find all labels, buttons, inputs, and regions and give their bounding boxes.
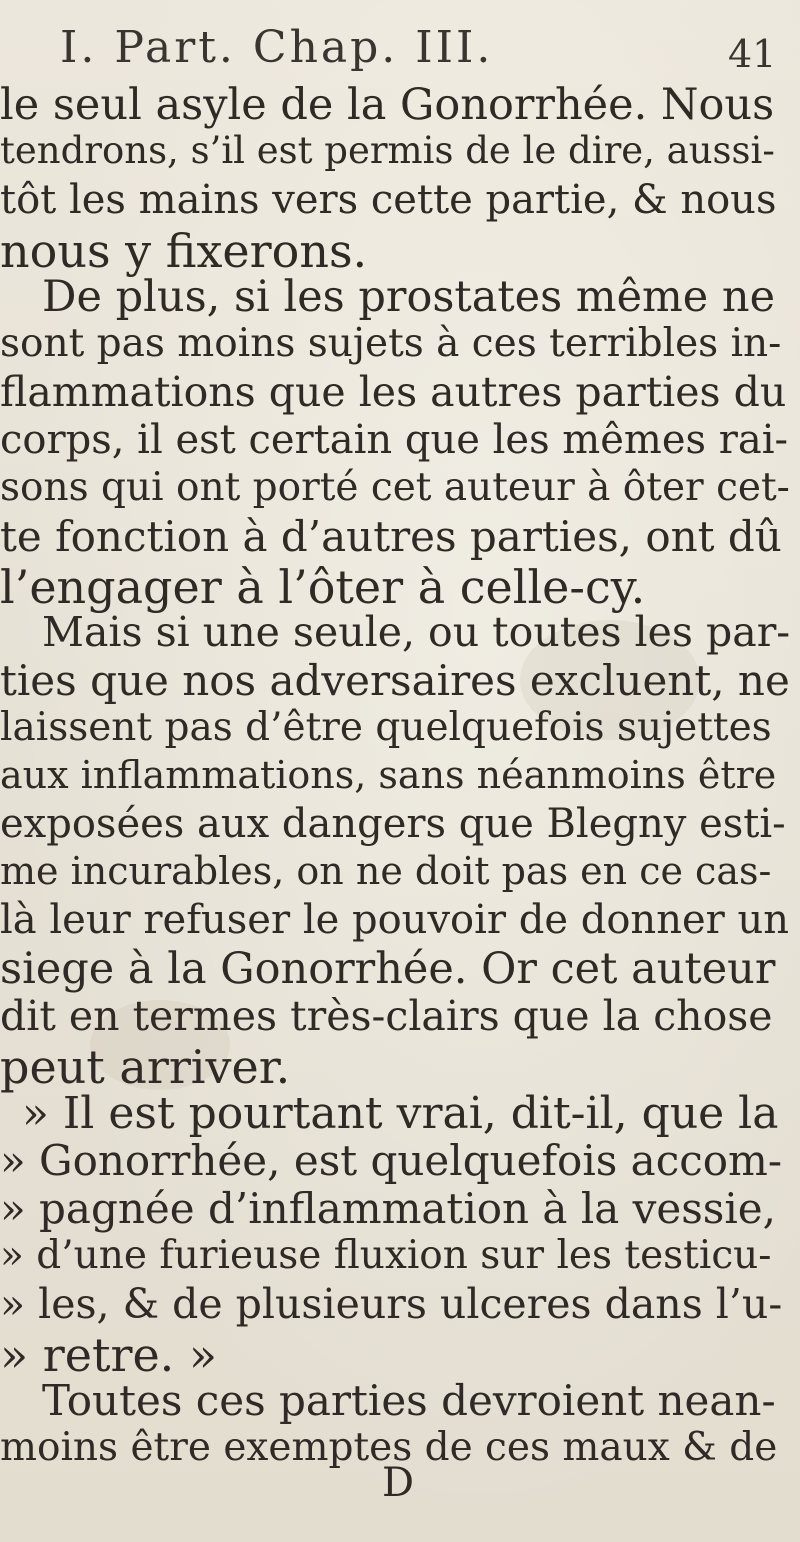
running-header [0, 22, 800, 82]
text-line: flammations que les autres parties du [0, 368, 787, 416]
text-line: » Gonorrhée, est quelquefois accom- [0, 1136, 783, 1185]
text-line: De plus, si les prostates même ne [42, 272, 776, 322]
text-line: sont pas moins sujets à ces terribles in- [0, 321, 782, 366]
page-number: 41 [728, 32, 777, 76]
text-line: siege à la Gonorrhée. Or cet auteur [0, 944, 776, 994]
text-line: » Il est pourtant vrai, dit-il, que la [22, 1088, 779, 1139]
text-line: nous y fixerons. [0, 224, 368, 278]
text-line: ties que nos adversaires excluent, ne [0, 656, 790, 705]
text-line: exposées aux dangers que Blegny esti- [0, 801, 786, 847]
text-line: » retre. » [0, 1328, 218, 1382]
text-line: te fonction à d’autres parties, ont dû [0, 512, 782, 561]
text-line: dit en termes très-clairs que la chose [0, 992, 773, 1040]
text-line: tendrons, s’il est permis de le dire, aussi- [0, 129, 775, 172]
text-line: laissent pas d’être quelquefois sujettes [0, 705, 772, 750]
text-line: Mais si une seule, ou toutes les par- [42, 608, 791, 656]
text-line: là leur refuser le pouvoir de donner un [0, 897, 789, 943]
text-line: moins être exemptes de ces maux & de [0, 1425, 778, 1470]
signature-mark: D [382, 1460, 415, 1506]
text-line: peut arriver. [0, 1040, 291, 1094]
text-line: le seul asyle de la Gonorrhée. Nous [0, 80, 775, 130]
text-line: Toutes ces parties devroient nean- [42, 1376, 776, 1425]
text-line: l’engager à l’ôter à celle-cy. [0, 560, 646, 614]
text-line: me incurables, on ne doit pas en ce cas- [0, 849, 772, 893]
text-line: » les, & de plusieurs ulceres dans l’u- [0, 1280, 783, 1328]
text-line: sons qui ont porté cet auteur à ôter cet- [0, 465, 790, 510]
text-line: » d’une furieuse fluxion sur les testicu- [0, 1233, 772, 1278]
text-line: corps, il est certain que les mêmes rai- [0, 417, 789, 463]
text-line: aux inflammations, sans néanmoins être [0, 753, 777, 797]
running-title: I. Part. Chap. III. [60, 22, 494, 73]
text-line: » pagnée d’inflammation à la vessie, [0, 1184, 776, 1233]
text-line: tôt les mains vers cette partie, & nous [0, 177, 777, 223]
